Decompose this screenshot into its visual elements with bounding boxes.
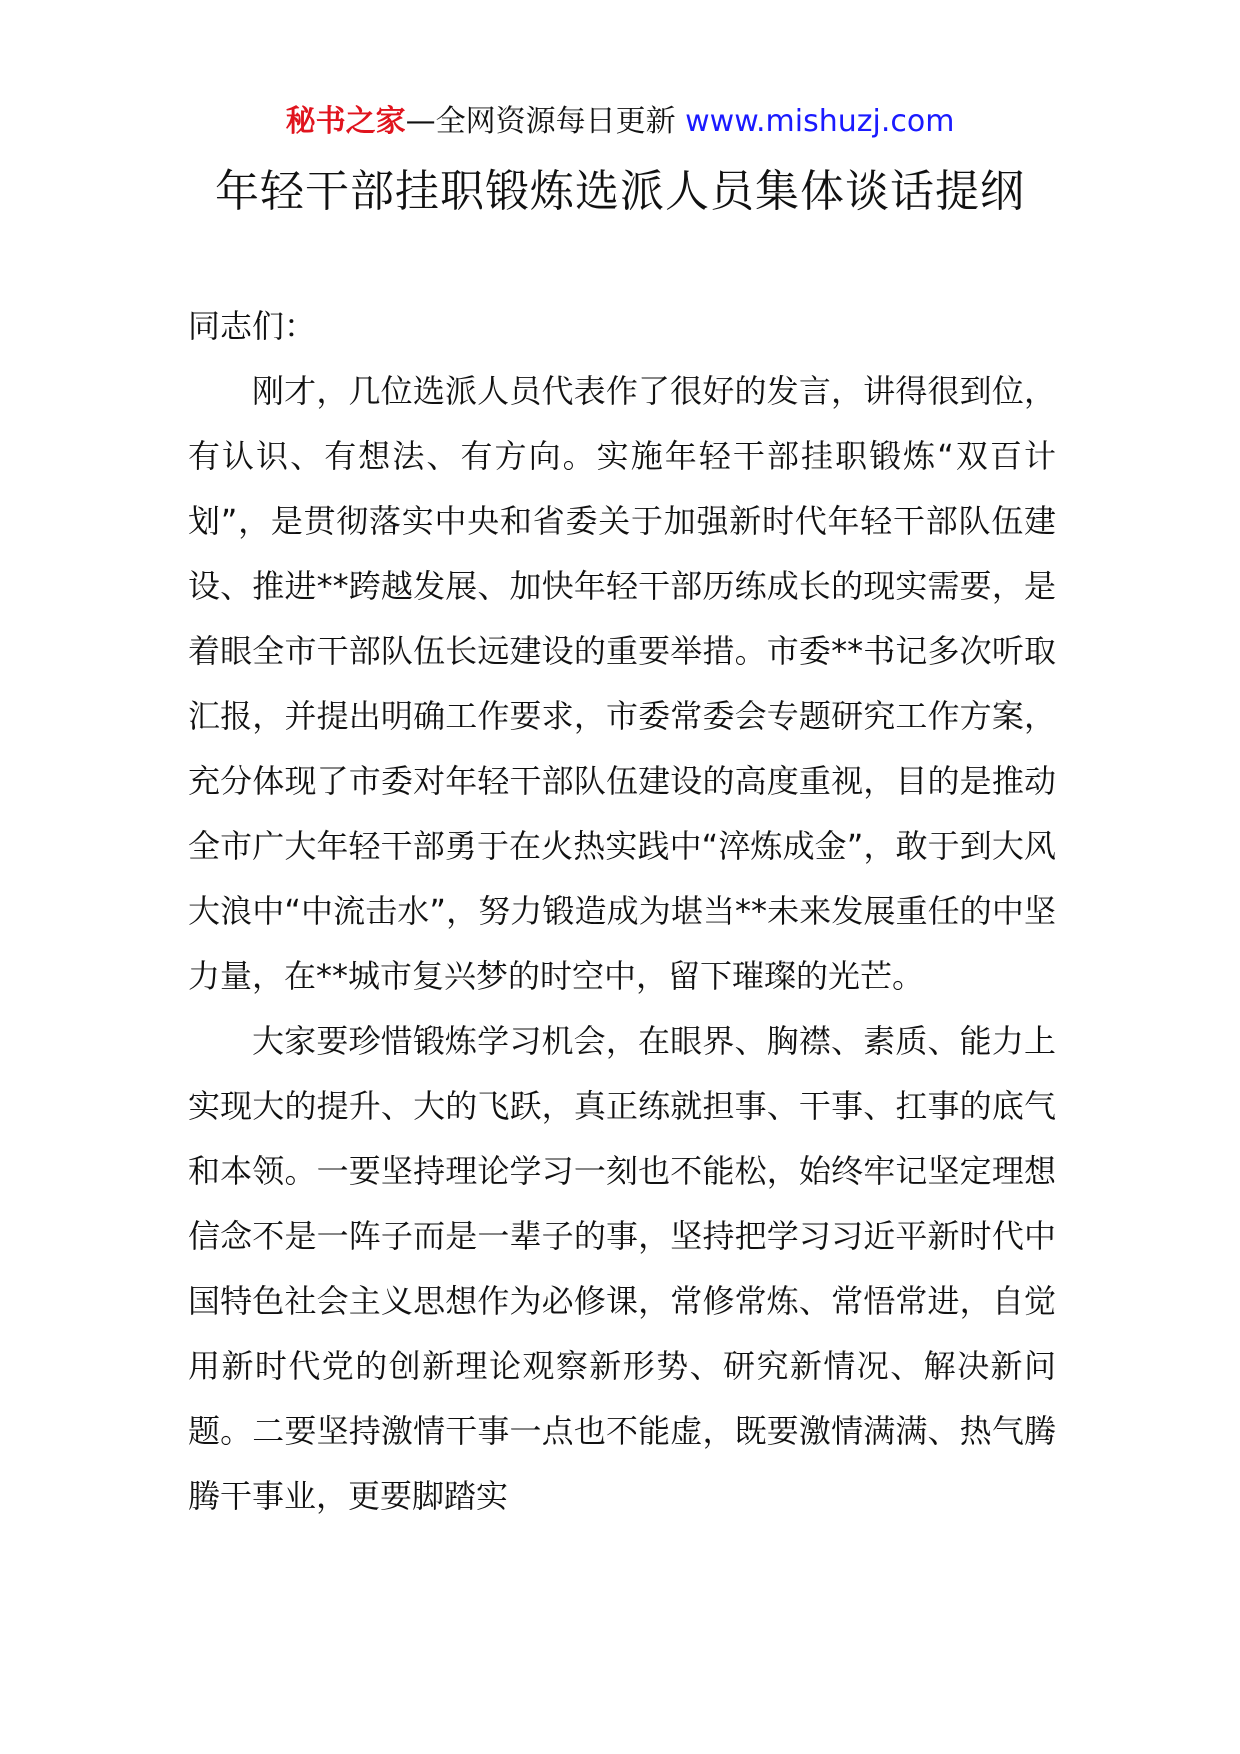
header-tagline: —全网资源每日更新 [405,104,686,139]
paragraph-1: 刚才，几位选派人员代表作了很好的发言，讲得很到位，有认识、有想法、有方向。实施年轻干部挂职锻炼“双百计划”，是贯彻落实中央和省委关于加强新时代年轻干部队伍建设、推进**跨越发展、加快年轻干部历练成长的现实需要，是着眼全市干部队伍长远建设的重要举措。市委**书记多次听取汇报，并提出明确工作要求，市委常委会专题研究工作方案，充分体现了市委对年轻干部队伍建设的高度重视，目的是推动全市广大年轻干部勇于在火热实践中“淬炼成金”，敢于到大风大浪中“中流击水”，努力锻造成为堪当**未来发展重任的中坚力量，在**城市复兴梦的时空中，留下璀璨的光芒。 [188,372,1056,995]
document-title: 年轻干部挂职锻炼选派人员集体谈话提纲 [215,166,1025,217]
site-watermark-header [0,100,1240,144]
brand-name: 秘书之家 [285,104,406,139]
document-body [188,294,1056,1529]
site-url: www.mishuzj.com [685,104,955,139]
paragraph-2: 大家要珍惜锻炼学习机会，在眼界、胸襟、素质、能力上实现大的提升、大的飞跃，真正练就担事、干事、扛事的底气和本领。一要坚持理论学习一刻也不能松，始终牢记坚定理想信念不是一阵子而是一辈子的事，坚持把学习习近平新时代中国特色社会主义思想作为必修课，常修常炼、常悟常进，自觉用新时代党的创新理论观察新形势、研究新情况、解决新问题。二要坚持激情干事一点也不能虚，既要激情满满、热气腾腾干事业，更要脚踏实 [188,1022,1056,1515]
salutation: 同志们： [188,307,317,345]
